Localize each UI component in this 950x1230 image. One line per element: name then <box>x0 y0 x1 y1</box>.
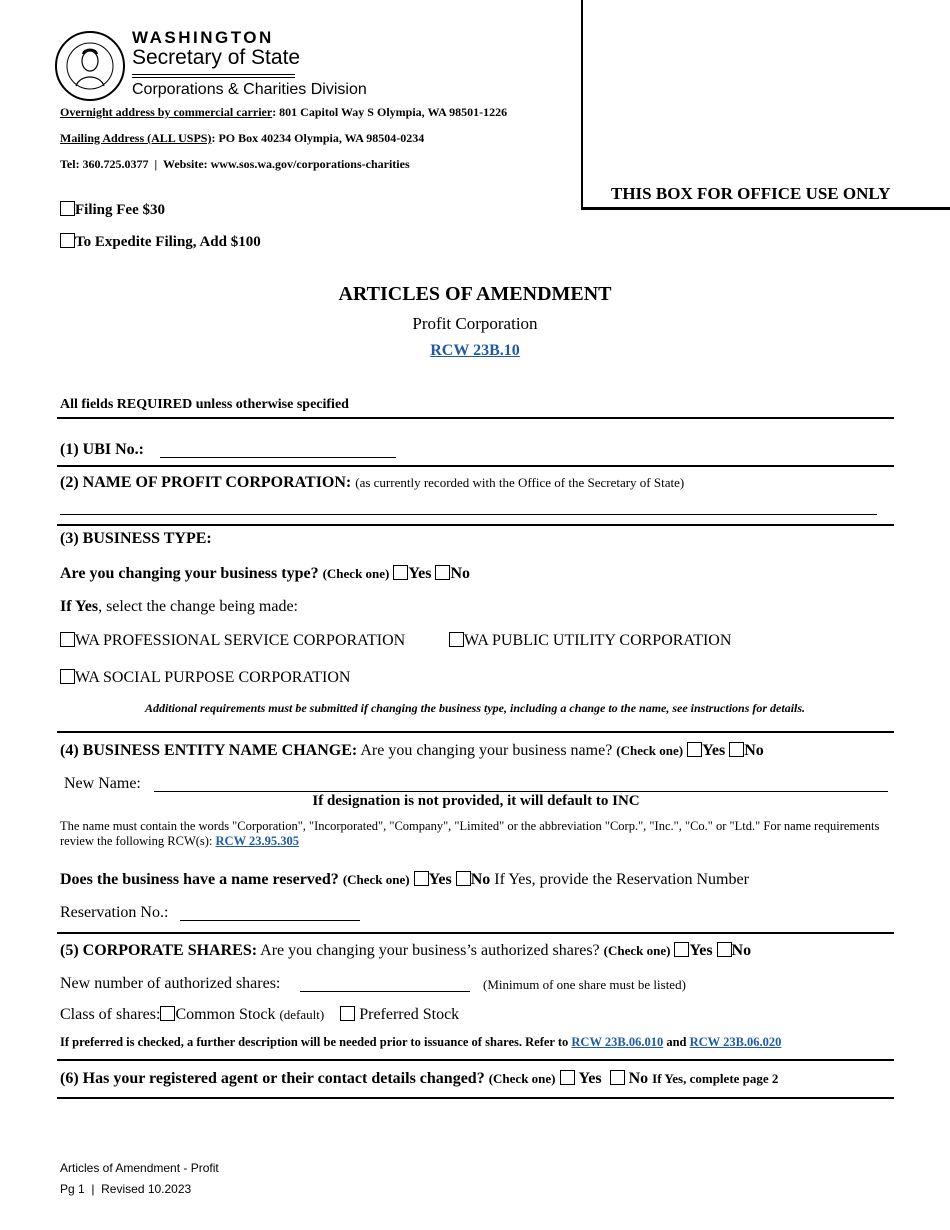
yes-label: Yes <box>408 565 432 582</box>
name-change-question: Are you changing your business name? <box>360 742 613 759</box>
no-label: No <box>731 942 752 959</box>
header-divider-2 <box>132 77 295 78</box>
statute-link[interactable]: RCW 23B.10 <box>430 342 520 359</box>
new-shares-input[interactable] <box>300 991 470 992</box>
office-use-label: THIS BOX FOR OFFICE USE ONLY <box>611 184 891 203</box>
preferred-label: Preferred Stock <box>359 1006 460 1023</box>
preferred-note-row <box>60 1035 781 1050</box>
agent-no-checkbox[interactable] <box>610 1070 625 1085</box>
no-label: No <box>450 565 471 582</box>
complete-page-2-note: If Yes, complete page 2 <box>652 1071 779 1086</box>
name-reserved-yes-checkbox[interactable] <box>414 871 429 886</box>
footer-page-info: Pg 1 | Revised 10.2023 <box>60 1182 192 1196</box>
if-yes-instruction <box>60 598 298 616</box>
no-label: No <box>744 742 764 759</box>
divider <box>57 417 894 419</box>
reservation-input[interactable] <box>180 920 360 921</box>
agency-name: Secretary of State <box>132 46 301 69</box>
mailing-label: Mailing Address (ALL USPS) <box>60 131 212 145</box>
shares-question: Are you changing your business’s authorized shares? <box>260 942 600 959</box>
public-utility-option[interactable] <box>449 632 731 650</box>
filing-fee-checkbox[interactable] <box>60 201 75 216</box>
office-use-box <box>581 0 950 210</box>
rcw-23b-06-020-link[interactable]: RCW 23B.06.020 <box>689 1035 782 1049</box>
name-reserved-question: Does the business have a name reserved? <box>60 871 339 888</box>
business-type-note: Additional requirements must be submitted if changing the business type, including a change to the name, see instructions for details. <box>144 701 806 715</box>
division-name: Corporations & Charities Division <box>132 81 367 98</box>
business-type-question: Are you changing your business type? <box>60 565 319 582</box>
divider <box>57 524 894 526</box>
state-seal <box>54 30 126 102</box>
corp-name-label: (2) NAME OF PROFIT CORPORATION: <box>60 474 352 491</box>
ubi-input[interactable] <box>160 457 396 458</box>
agency-state: WASHINGTON <box>132 28 274 47</box>
requirement-text: The name must contain the words "Corporation", "Incorporated", "Company", "Limited" or the abbreviation "Corp.", "Inc.", "Co." or "Ltd." For name requirements review the following RCW(s): <box>60 819 880 848</box>
public-utility-checkbox[interactable] <box>449 632 464 647</box>
name-change-yes-checkbox[interactable] <box>687 742 702 757</box>
overnight-address <box>60 105 507 120</box>
preferred-stock-checkbox[interactable] <box>340 1006 355 1021</box>
name-change-no-checkbox[interactable] <box>729 742 744 757</box>
contact-info: Tel: 360.725.0377 | Website: www.sos.wa.gov/corporations-charities <box>60 157 410 171</box>
header-divider <box>132 74 295 75</box>
shares-label: (5) CORPORATE SHARES: <box>60 942 258 959</box>
shares-row <box>60 942 751 960</box>
divider <box>57 1059 894 1061</box>
class-of-shares-row <box>60 1006 459 1024</box>
filing-fee-label: Filing Fee $30 <box>75 202 165 218</box>
name-change-row <box>60 742 764 760</box>
designation-note: If designation is not provided, it will default to INC <box>312 793 640 809</box>
check-one-note: (Check one) <box>342 872 410 887</box>
check-one-note: (Check one) <box>488 1071 556 1086</box>
reserved-followup: If Yes, provide the Reservation Number <box>494 871 749 888</box>
registered-agent-label: (6) Has your registered agent or their contact details changed? <box>60 1070 485 1087</box>
class-label: Class of shares: <box>60 1006 161 1023</box>
mailing-value: : PO Box 40234 Olympia, WA 98504-0234 <box>211 131 425 145</box>
business-type-yes-checkbox[interactable] <box>393 565 408 580</box>
divider <box>57 731 894 733</box>
divider <box>57 1097 894 1099</box>
expedite-option[interactable] <box>60 233 261 251</box>
and-text: and <box>666 1035 687 1049</box>
preferred-note: If preferred is checked, a further description will be needed prior to issuance of shares. Refer to <box>60 1035 569 1049</box>
business-type-no-checkbox[interactable] <box>435 565 450 580</box>
yes-label: Yes <box>578 1070 602 1087</box>
rcw-23-95-305-link[interactable]: RCW 23.95.305 <box>215 834 299 848</box>
corp-name-heading <box>60 474 684 492</box>
no-label: No <box>628 1070 649 1087</box>
name-requirement-text <box>60 819 890 849</box>
corp-name-input[interactable] <box>60 514 877 515</box>
professional-service-option[interactable] <box>60 632 405 650</box>
name-reserved-no-checkbox[interactable] <box>456 871 471 886</box>
check-one-note: (Check one) <box>616 743 684 758</box>
overnight-value: : 801 Capitol Way S Olympia, WA 98501-1226 <box>272 105 508 119</box>
check-one-note: (Check one) <box>322 566 390 581</box>
filing-fee-option[interactable] <box>60 201 165 219</box>
min-share-note: (Minimum of one share must be listed) <box>483 977 686 992</box>
business-type-question-row <box>60 565 470 583</box>
new-name-input[interactable] <box>154 791 888 792</box>
overnight-label: Overnight address by commercial carrier <box>60 105 273 119</box>
divider <box>57 465 894 467</box>
expedite-label: To Expedite Filing, Add $100 <box>75 234 261 250</box>
new-shares-label: New number of authorized shares: <box>60 975 281 992</box>
common-stock-checkbox[interactable] <box>160 1006 175 1021</box>
no-label: No <box>470 871 491 888</box>
social-purpose-checkbox[interactable] <box>60 669 75 684</box>
yes-label: Yes <box>702 742 726 759</box>
default-note: (default) <box>279 1007 325 1022</box>
divider <box>57 932 894 934</box>
name-reserved-row <box>60 871 749 889</box>
expedite-checkbox[interactable] <box>60 233 75 248</box>
required-note: All fields REQUIRED unless otherwise specified <box>60 397 349 412</box>
corp-name-note: (as currently recorded with the Office of the Secretary of State) <box>355 475 685 490</box>
agent-yes-checkbox[interactable] <box>560 1070 575 1085</box>
business-type-label: (3) BUSINESS TYPE: <box>60 530 212 547</box>
footer-form-name: Articles of Amendment - Profit <box>60 1161 219 1175</box>
social-purpose-option[interactable] <box>60 669 350 687</box>
if-yes-rest: , select the change being made: <box>98 598 298 615</box>
new-name-label: New Name: <box>64 775 141 792</box>
statute-link-row <box>0 342 950 360</box>
option-label: WA SOCIAL PURPOSE CORPORATION <box>75 669 351 686</box>
professional-service-checkbox[interactable] <box>60 632 75 647</box>
form-subtitle: Profit Corporation <box>412 314 538 333</box>
option-label: WA PUBLIC UTILITY CORPORATION <box>464 632 732 649</box>
shares-no-checkbox[interactable] <box>717 942 732 957</box>
form-title: ARTICLES OF AMENDMENT <box>338 283 612 305</box>
option-label: WA PROFESSIONAL SERVICE CORPORATION <box>75 632 406 649</box>
shares-yes-checkbox[interactable] <box>674 942 689 957</box>
mailing-address <box>60 131 424 146</box>
ubi-label: (1) UBI No.: <box>60 441 144 458</box>
registered-agent-row <box>60 1070 778 1088</box>
name-change-label: (4) BUSINESS ENTITY NAME CHANGE: <box>60 742 358 759</box>
common-label: Common Stock <box>175 1006 276 1023</box>
yes-label: Yes <box>428 871 452 888</box>
reservation-label: Reservation No.: <box>60 904 169 921</box>
rcw-23b-06-010-link[interactable]: RCW 23B.06.010 <box>571 1035 664 1049</box>
yes-label: Yes <box>689 942 713 959</box>
if-yes-bold: If Yes <box>60 598 99 615</box>
check-one-note: (Check one) <box>603 943 671 958</box>
